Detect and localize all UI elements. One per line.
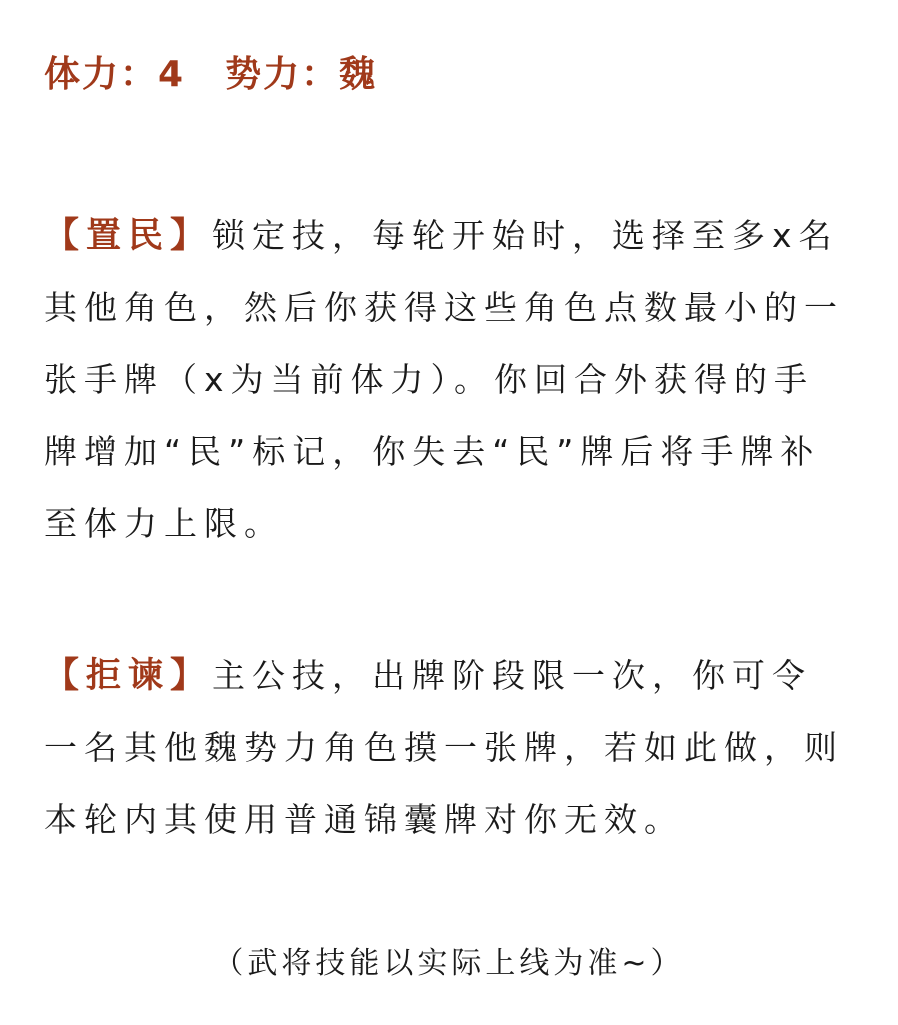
- hp-label: 体力：: [44, 54, 159, 95]
- skill-description-jujian: 主公技，出牌阶段限一次，你可令一名其他魏势力角色摸一张牌，若如此做，则本轮内其使用普通锦囊牌对你无效。: [44, 656, 844, 839]
- skill-zhimin: [44, 200, 844, 560]
- disclaimer-note: （武将技能以实际上线为准~）: [213, 946, 685, 981]
- skill-name-jujian: 【拒谏】: [44, 656, 213, 696]
- skill-name-zhimin: 【置民】: [44, 216, 213, 256]
- faction-label: 势力：: [225, 54, 340, 95]
- hp-value: 4: [158, 54, 186, 95]
- character-stats-header: [44, 46, 377, 97]
- skill-description-zhimin: 锁定技，每轮开始时，选择至多x名其他角色，然后你获得这些角色点数最小的一张手牌（x为当前体力）。你回合外获得的手牌增加“民”标记，你失去“民”牌后将手牌补至体力上限。: [44, 216, 844, 543]
- skill-jujian: [44, 640, 844, 856]
- faction-value: 魏: [339, 54, 378, 95]
